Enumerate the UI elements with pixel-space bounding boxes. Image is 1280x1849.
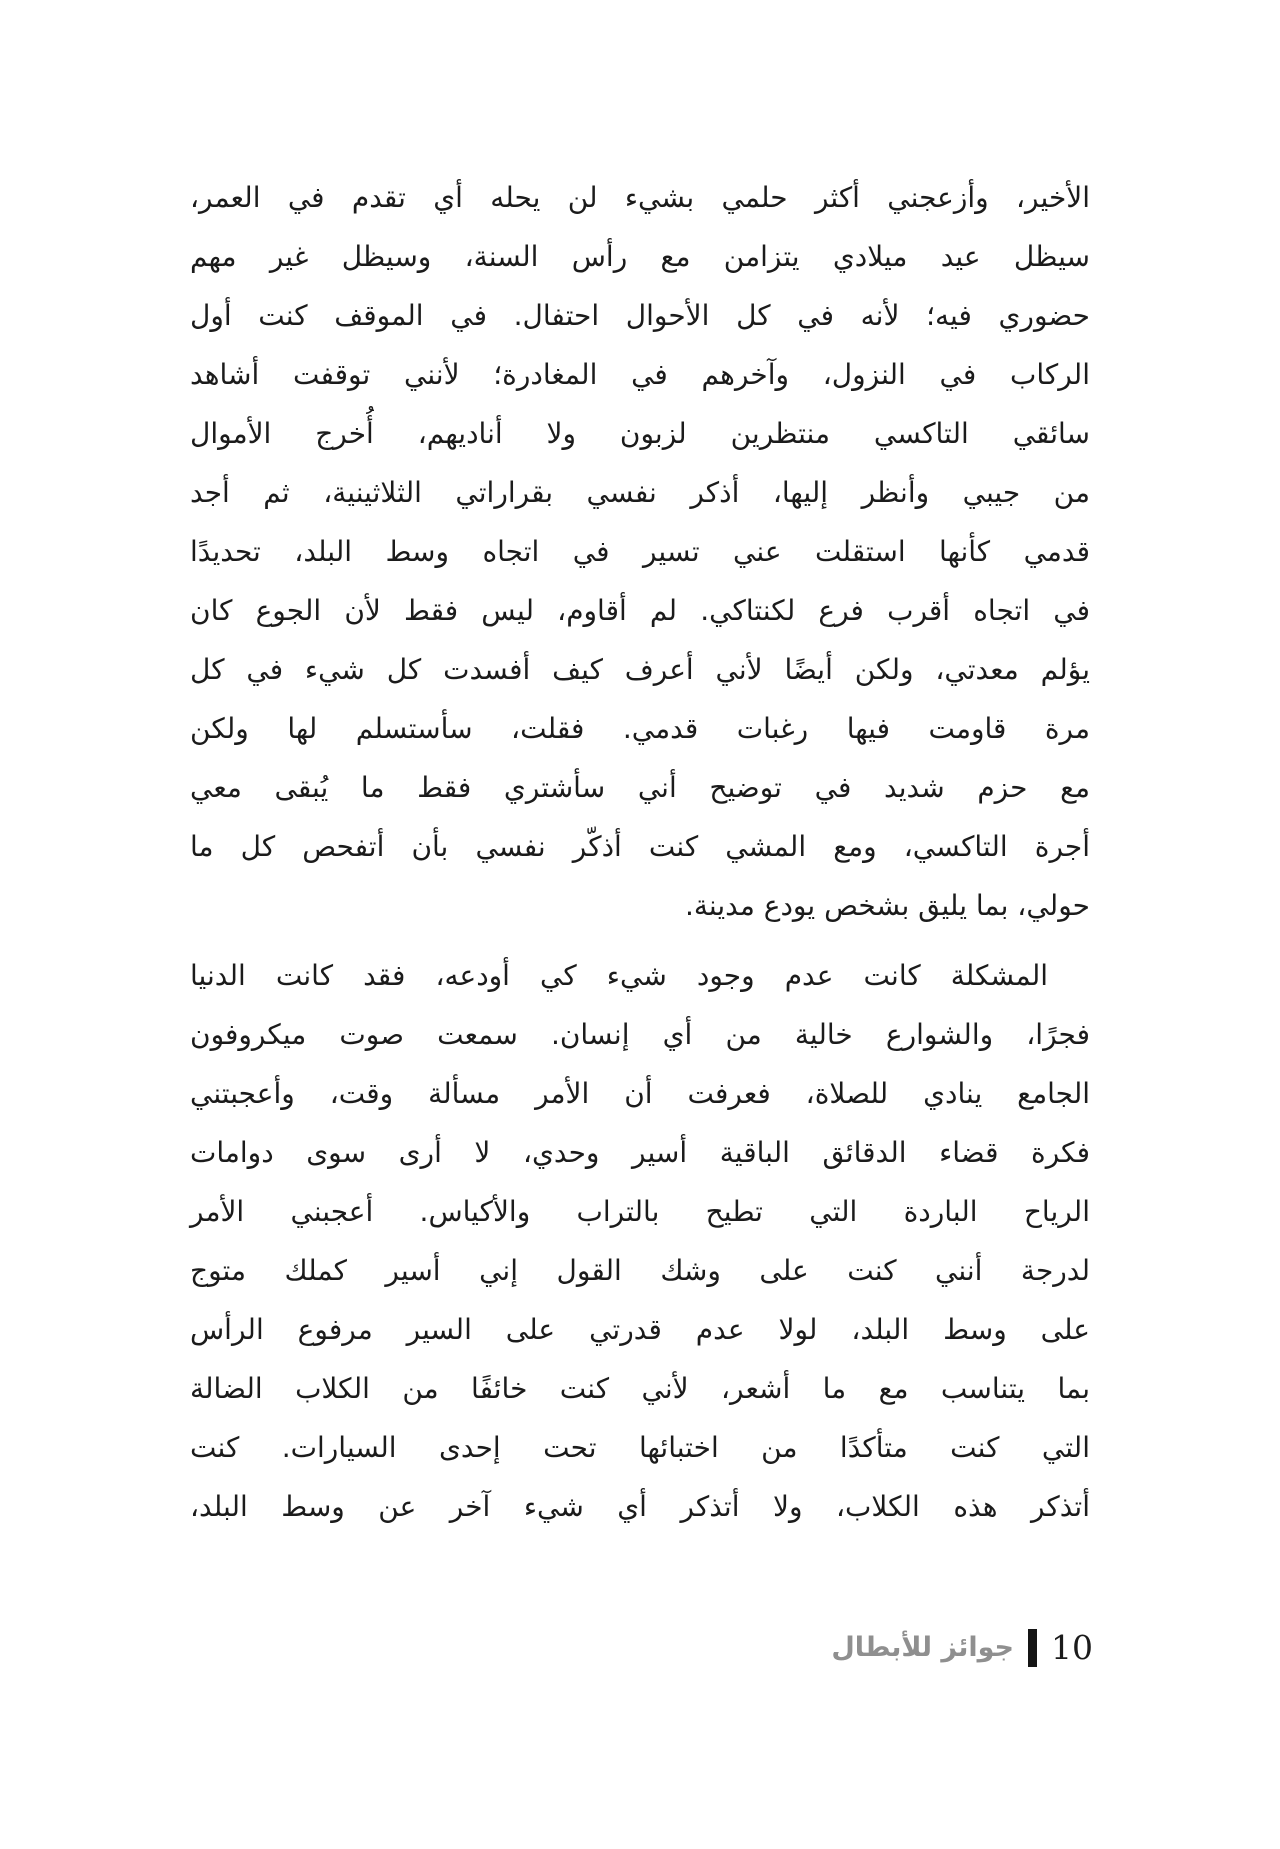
text-line: بما يتناسب مع ما أشعر، لأني كنت خائفًا من الكلاب الضالة (190, 1372, 1090, 1405)
text-line: الرياح الباردة التي تطيح بالتراب والأكياس. أعجبني الأمر (190, 1195, 1090, 1228)
text-line: فجرًا، والشوارع خالية من أي إنسان. سمعت صوت ميكروفون (190, 1018, 1090, 1051)
text-line: الركاب في النزول، وآخرهم في المغادرة؛ لأنني توقفت أشاهد (190, 358, 1090, 391)
footer-page-number: 10 (1051, 1628, 1093, 1667)
text-line: فكرة قضاء الدقائق الباقية أسير وحدي، لا أرى سوى دوامات (190, 1136, 1090, 1169)
body-text (190, 168, 1090, 1536)
text-line: في اتجاه أقرب فرع لكنتاكي. لم أقاوم، ليس فقط لأن الجوع كان (190, 594, 1090, 627)
text-line: لدرجة أنني كنت على وشك القول إني أسير كملك متوج (190, 1254, 1090, 1287)
text-line: سيظل عيد ميلادي يتزامن مع رأس السنة، وسيظل غير مهم (190, 240, 1090, 273)
text-line: قدمي كأنها استقلت عني تسير في اتجاه وسط البلد، تحديدًا (190, 535, 1090, 568)
paragraph-2 (190, 946, 1090, 1536)
text-line: الجامع ينادي للصلاة، فعرفت أن الأمر مسألة وقت، وأعجبتني (190, 1077, 1090, 1110)
text-line: أجرة التاكسي، ومع المشي كنت أذكّر نفسي بأن أتفحص كل ما (190, 830, 1090, 863)
text-line: الأخير، وأزعجني أكثر حلمي بشيء لن يحله أي تقدم في العمر، (190, 181, 1090, 214)
footer-separator-bar (1028, 1629, 1037, 1667)
text-line: حضوري فيه؛ لأنه في كل الأحوال احتفال. في الموقف كنت أول (190, 299, 1090, 332)
text-line: مع حزم شديد في توضيح أني سأشتري فقط ما يُبقى معي (190, 771, 1090, 804)
text-line: المشكلة كانت عدم وجود شيء كي أودعه، فقد كانت الدنيا (190, 959, 1048, 992)
paragraph-1 (190, 168, 1090, 935)
text-line: حولي، بما يليق بشخص يودع مدينة. (685, 889, 1090, 922)
page-footer (831, 1627, 1093, 1669)
text-line: أتذكر هذه الكلاب، ولا أتذكر أي شيء آخر عن وسط البلد، (190, 1490, 1090, 1523)
text-line: من جيبي وأنظر إليها، أذكر نفسي بقراراتي الثلاثينية، ثم أجد (190, 476, 1090, 509)
text-line: على وسط البلد، لولا عدم قدرتي على السير مرفوع الرأس (190, 1313, 1090, 1346)
text-line: التي كنت متأكدًا من اختبائها تحت إحدى السيارات. كنت (190, 1431, 1090, 1464)
text-line: يؤلم معدتي، ولكن أيضًا لأني أعرف كيف أفسدت كل شيء في كل (190, 653, 1090, 686)
text-line: مرة قاومت فيها رغبات قدمي. فقلت، سأستسلم لها ولكن (190, 712, 1090, 745)
text-line: سائقي التاكسي منتظرين لزبون ولا أناديهم، أُخرج الأموال (190, 417, 1090, 450)
footer-book-title: جوائز للأبطال (831, 1632, 1014, 1663)
